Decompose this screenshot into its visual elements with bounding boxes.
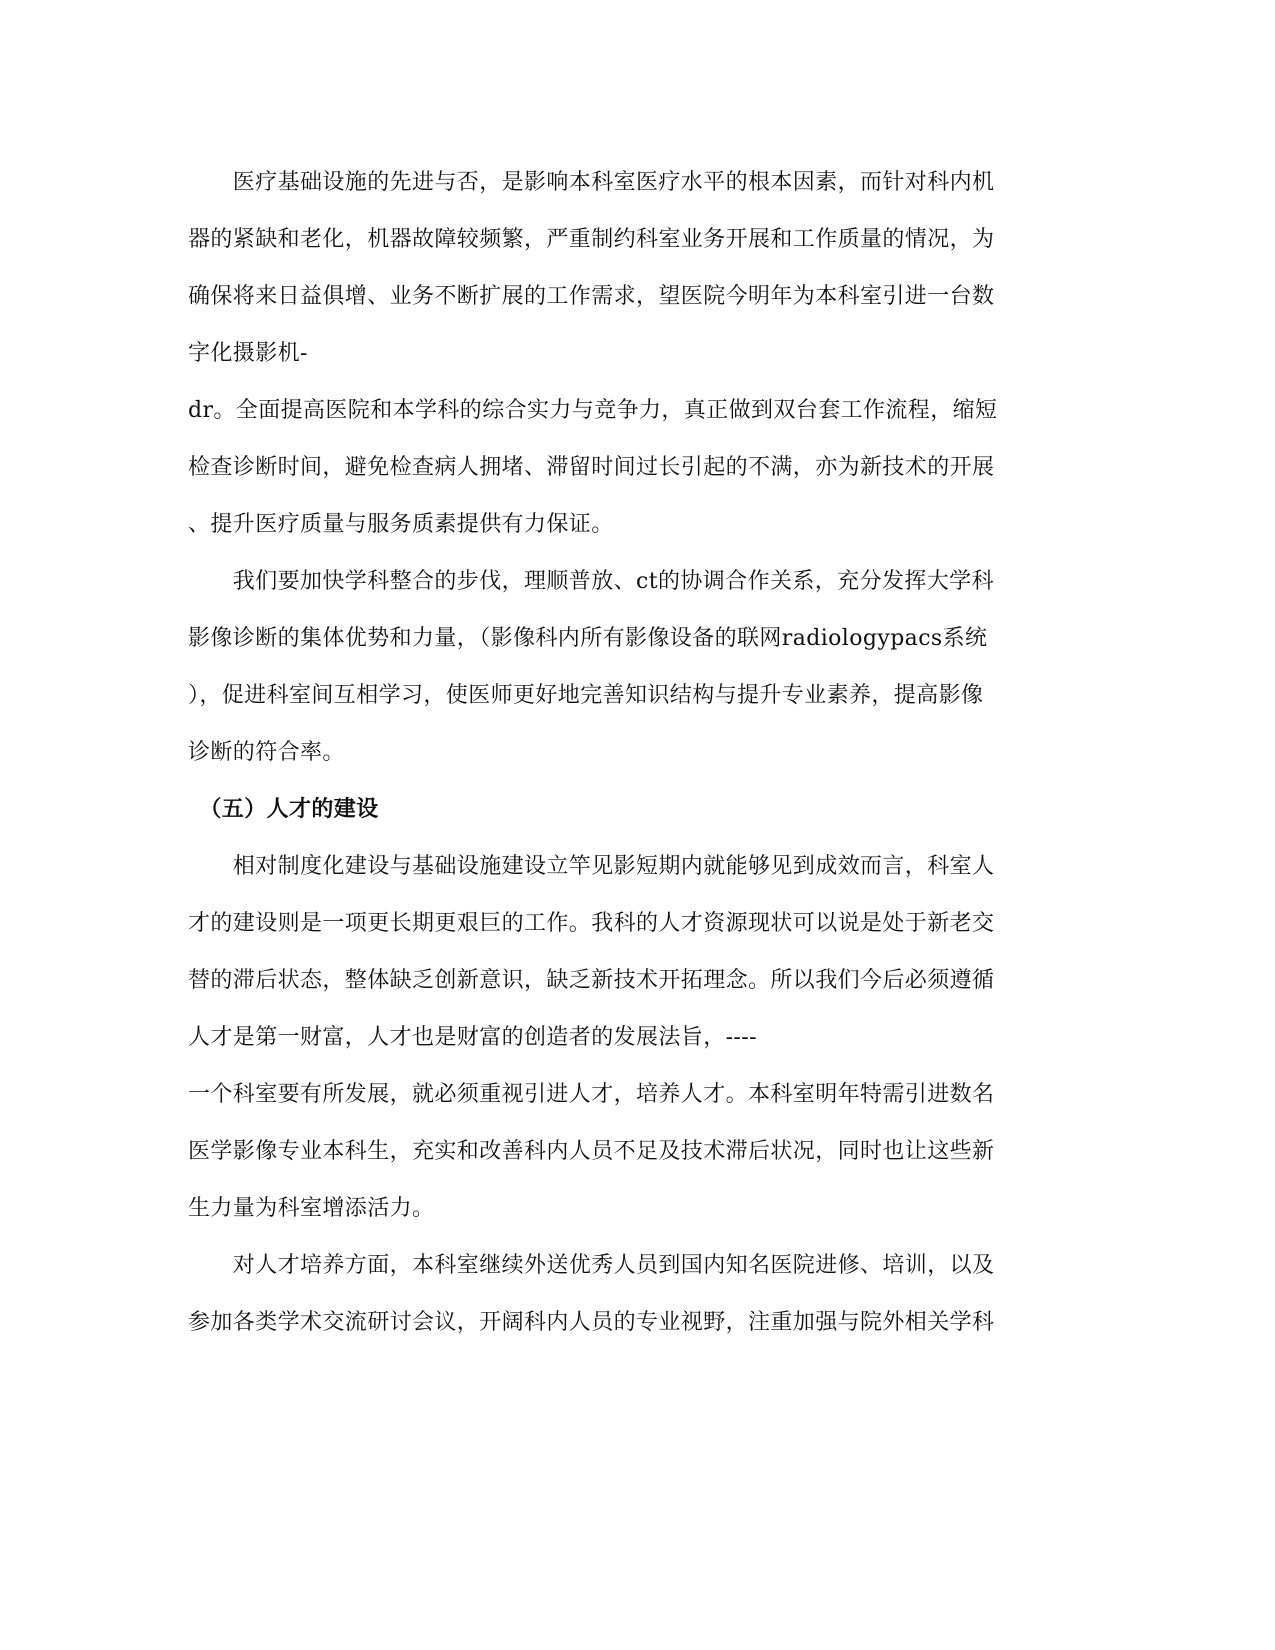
text-line: 影像诊断的集体优势和力量，（影像科内所有影像设备的联网radiologypacs系统 — [188, 626, 988, 651]
text-line: 确保将来日益俱增、业务不断扩展的工作需求，望医院今明年为本科室引进一台数 — [188, 284, 995, 309]
text-line: 医疗基础设施的先进与否，是影响本科室医疗水平的根本因素，而针对科内机 — [188, 170, 995, 195]
text-line: 我们要加快学科整合的步伐，理顺普放、ct的协调合作关系，充分发挥大学科 — [188, 569, 994, 594]
text-line: 生力量为科室增添活力。 — [188, 1196, 435, 1221]
text-line: 一个科室要有所发展，就必须重视引进人才，培养人才。本科室明年特需引进数名 — [188, 1082, 995, 1107]
text-line: ），促进科室间互相学习，使医师更好地完善知识结构与提升专业素养，提高影像 — [188, 683, 984, 708]
text-line: 、提升医疗质量与服务质素提供有力保证。 — [188, 512, 614, 537]
text-line: 诊断的符合率。 — [188, 740, 345, 765]
text-line: 参加各类学术交流研讨会议，开阔科内人员的专业视野，注重加强与院外相关学科 — [188, 1310, 995, 1335]
text-line: 字化摄影机- — [188, 341, 308, 366]
text-line: 替的滞后状态，整体缺乏创新意识，缺乏新技术开拓理念。所以我们今后必须遵循 — [188, 968, 995, 993]
section-heading: （五）人才的建设 — [188, 797, 379, 822]
text-line: 器的紧缺和老化，机器故障较频繁，严重制约科室业务开展和工作质量的情况，为 — [188, 227, 995, 252]
text-line: 检查诊断时间，避免检查病人拥堵、滞留时间过长引起的不满，亦为新技术的开展 — [188, 455, 995, 480]
text-line: dr。全面提高医院和本学科的综合实力与竞争力，真正做到双台套工作流程，缩短 — [188, 398, 998, 423]
text-line: 对人才培养方面，本科室继续外送优秀人员到国内知名医院进修、培训，以及 — [188, 1253, 995, 1278]
text-line: 相对制度化建设与基础设施建设立竿见影短期内就能够见到成效而言，科室人 — [188, 854, 995, 879]
text-line: 医学影像专业本科生，充实和改善科内人员不足及技术滞后状况，同时也让这些新 — [188, 1139, 995, 1164]
text-line: 才的建设则是一项更长期更艰巨的工作。我科的人才资源现状可以说是处于新老交 — [188, 911, 995, 936]
text-line: 人才是第一财富，人才也是财富的创造者的发展法旨，---- — [188, 1025, 757, 1050]
